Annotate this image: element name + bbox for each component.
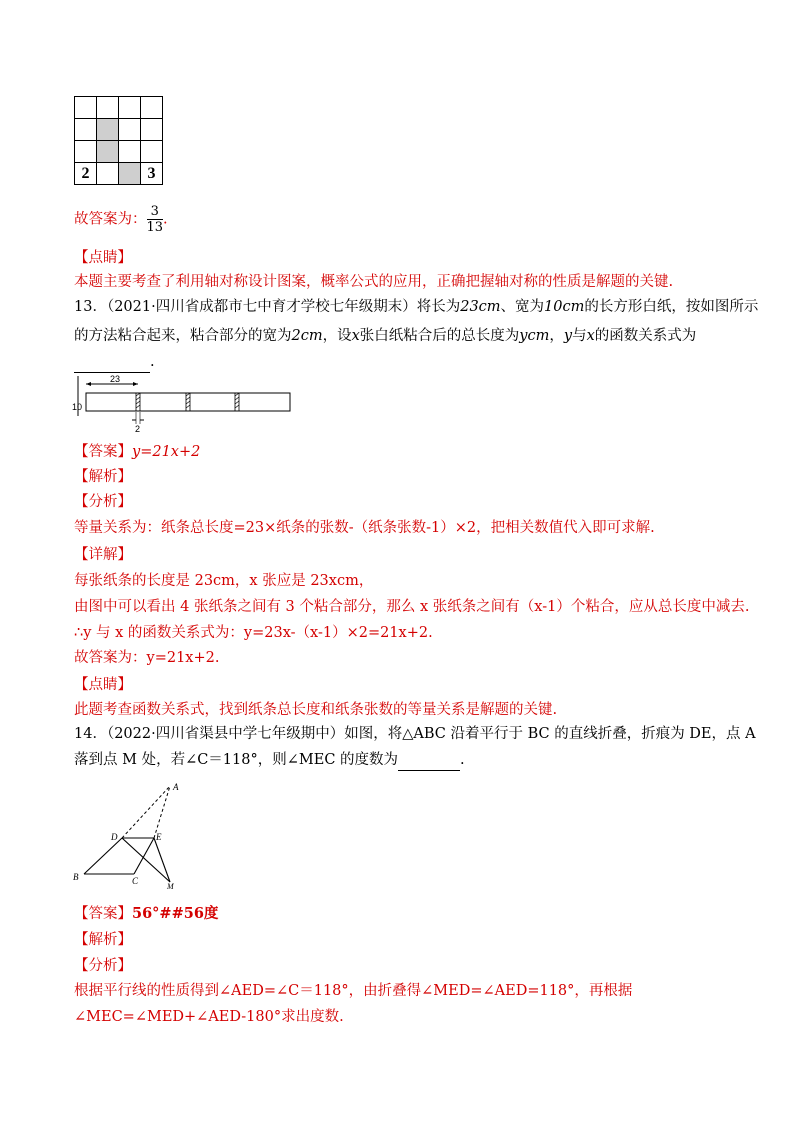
- answer-blank: [74, 352, 150, 373]
- grid-cell: [75, 97, 97, 119]
- grid-cell: [75, 141, 97, 163]
- grid-cell: [141, 119, 163, 141]
- answer-value: 56°##56度: [132, 905, 219, 922]
- segment-DM: [122, 838, 170, 882]
- q13-xiangjie-label: 【详解】: [74, 547, 132, 563]
- text: 张白纸粘合后的总长度为: [359, 328, 520, 344]
- grid-cell: 2: [75, 163, 97, 185]
- text: 与: [572, 328, 587, 344]
- q14-fenxi-label: 【分析】: [74, 958, 132, 974]
- text: .: [150, 354, 155, 370]
- grid-row: [75, 119, 163, 141]
- glue-overlap: [186, 393, 190, 411]
- q13-fenxi-label: 【分析】: [74, 494, 132, 510]
- q12-answer-prefix: 故答案为：: [74, 211, 147, 228]
- grid-cell: [75, 119, 97, 141]
- probability-grid-figure: [74, 96, 163, 185]
- answer-label: 【答案】: [74, 906, 132, 922]
- label-23: 23: [110, 374, 121, 384]
- arrow-icon: [133, 382, 138, 386]
- q14-question-line1: 14．（2022·四川省渠县中学七年级期中）如图，将△ABC 沿着平行于 BC 的直线折叠，折痕为 DE，点 A: [74, 726, 756, 742]
- grid-cell-shaded: [97, 119, 119, 141]
- fraction-numerator: 3: [147, 204, 164, 220]
- text: ，: [549, 328, 564, 344]
- grid-cell: 3: [141, 163, 163, 185]
- grid-row: [75, 141, 163, 163]
- label-M: M: [167, 882, 174, 890]
- glue-width-value: 2cm: [291, 328, 323, 344]
- q13-question-line2: [74, 326, 696, 346]
- grid-row: [75, 97, 163, 119]
- grid-cell: [141, 97, 163, 119]
- grid-cell: [141, 141, 163, 163]
- answer-label: 【答案】: [74, 444, 132, 460]
- label-C: C: [132, 876, 139, 886]
- text: .: [460, 752, 465, 768]
- q13-dianjing-text: 此题考查函数关系式，找到纸条总长度和纸条张数的等量关系是解题的关键.: [74, 702, 558, 718]
- answer-blank: [398, 750, 460, 771]
- var-x: x: [351, 328, 360, 344]
- grid-cell: [119, 141, 141, 163]
- grid-cell-shaded: [119, 163, 141, 185]
- q13-question-line1: [74, 297, 758, 317]
- q13-jiexi-label: 【解析】: [74, 469, 132, 485]
- text: 13．（2021·四川省成都市七中育才学校七年级期末）将长为: [74, 299, 461, 315]
- length-value: 23cm: [460, 299, 501, 315]
- answer-value: y=21x+2: [132, 444, 201, 460]
- q12-dianjing-text: 本题主要考查了利用轴对称设计图案，概率公式的应用，正确把握轴对称的性质是解题的关键.: [74, 274, 674, 290]
- label-2: 2: [135, 424, 141, 434]
- q13-fenxi-text: 等量关系为：纸条总长度=23×纸条的张数-（纸条张数-1）×2，把相关数值代入即可求解.: [74, 520, 655, 536]
- width-value: 10cm: [544, 299, 585, 315]
- q13-answer-line: [74, 442, 200, 462]
- q13-dianjing-label: 【点睛】: [74, 677, 132, 693]
- arrow-icon: [86, 382, 91, 386]
- text: ，设: [322, 328, 352, 344]
- label-10: 10: [72, 402, 83, 412]
- label-E: E: [156, 832, 162, 842]
- q13-detail-3: ∴y 与 x 的函数关系式为：y=23x-（x-1）×2=21x+2.: [74, 625, 433, 641]
- text: 的函数关系式为: [594, 328, 697, 344]
- label-D: D: [111, 832, 118, 842]
- grid-cell: [97, 163, 119, 185]
- grid-cell: [119, 97, 141, 119]
- label-B: B: [73, 872, 79, 882]
- segment-BD: [84, 838, 122, 874]
- triangle-fold-figure: [70, 778, 190, 890]
- segment-DA-dashed: [122, 786, 170, 838]
- q13-detail-4: 故答案为：y=21x+2.: [74, 650, 220, 666]
- text: 、宽为: [500, 299, 545, 315]
- q14-jiexi-label: 【解析】: [74, 932, 132, 948]
- text: 的方法粘合起来，粘合部分的宽为: [74, 328, 292, 344]
- fraction-denominator: 13: [146, 220, 164, 235]
- grid-row: [75, 163, 163, 185]
- q14-fenxi-text-2: ∠MEC=∠MED+∠AED-180°求出度数.: [74, 1009, 344, 1025]
- glue-overlap: [136, 393, 140, 411]
- grid-cell: [119, 119, 141, 141]
- segment-CE: [134, 838, 154, 874]
- ycm-value: ycm: [519, 328, 550, 344]
- q13-detail-1: 每张纸条的长度是 23cm，x 张应是 23xcm，: [74, 573, 374, 589]
- q12-fraction: [147, 204, 164, 235]
- label-A: A: [173, 782, 179, 792]
- var-x: x: [586, 328, 595, 344]
- var-y: y: [563, 328, 573, 344]
- q14-fenxi-text-1: 根据平行线的性质得到∠AED=∠C＝118°，由折叠得∠MED=∠AED=118°，再根据: [74, 983, 633, 999]
- q14-question-line2: [74, 750, 465, 771]
- grid-cell: [97, 97, 119, 119]
- q12-answer-suffix: .: [163, 211, 168, 228]
- q14-answer-line: [74, 904, 218, 924]
- q13-detail-2: 由图中可以看出 4 张纸条之间有 3 个粘合部分，那么 x 张纸条之间有（x-1）个粘合，应从总长度中减去.: [74, 599, 750, 615]
- text: 落到点 M 处，若∠C＝118°，则∠MEC 的度数为: [74, 752, 399, 768]
- grid-cell-shaded: [97, 141, 119, 163]
- paper-strip-figure: [72, 372, 296, 434]
- text: 的长方形白纸，按如图所示: [584, 299, 759, 315]
- q12-dianjing-label: 【点睛】: [74, 250, 132, 266]
- q13-question-line3: [74, 352, 155, 373]
- segment-EA-dashed: [154, 786, 170, 838]
- strip-outline: [86, 393, 290, 411]
- q12-answer-line: [74, 204, 168, 235]
- grid-table: [74, 96, 163, 185]
- glue-overlap: [235, 393, 239, 411]
